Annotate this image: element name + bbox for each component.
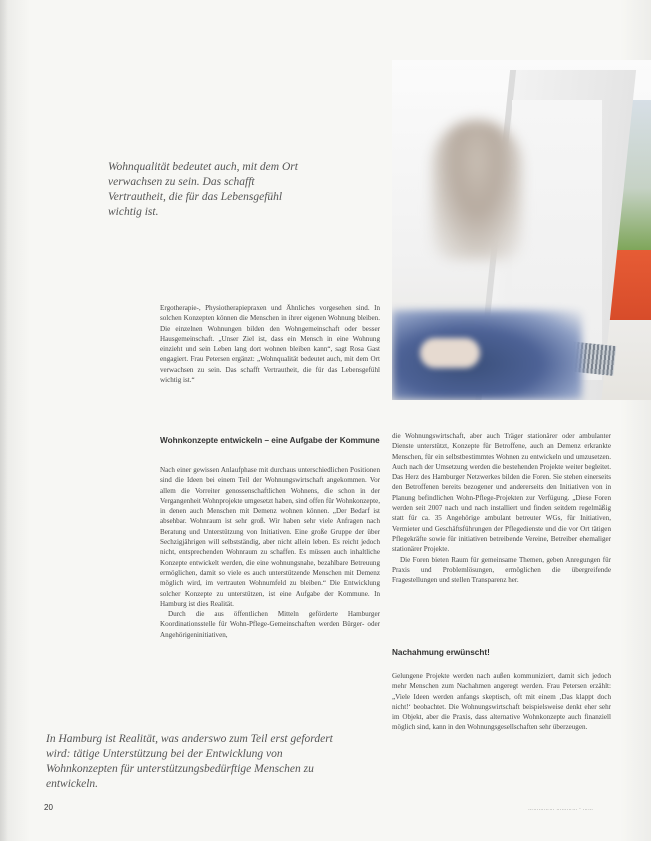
column1-paragraph-2: Nach einer gewissen Anlaufphase mit durchaus unterschiedlichen Positionen sind die Ideen bei einem Teil der Wohnungswirtschaft angekommen. Vor allem die Vorreiter genossenschaftlichen Wohnens, die schon in der Vergangenheit Wohnprojekte umgesetzt haben, sind offen für Wohnkonzepte, in denen auch Menschen mit Demenz wohnen können. „Der Bedarf ist absehbar. Wohnraum ist sehr groß. Wir haben sehr viele Anfragen nach Beratung und Unterstützung von Initiativen. Eine große Gruppe der über Sechzigjährigen will selbstständig, aber nicht allein leben. Es reicht jedoch nicht, entsprechenden Wohnraum zu schaffen. Es müssen auch inhaltliche Konzepte entwickelt werden, die eine wohnungsnahe, bezahlbare Betreuung ermöglichen, damit so viele es auch unterstützende Menschen mit Demenz möglich wird, im vertrauten Wohnumfeld zu bleiben.“ Die Entwicklung solcher Konzepte zu unterstützen, ist eine Aufgabe der Kommune. In Hamburg ist dies Realität. (160, 466, 380, 608)
column2-body (392, 431, 611, 585)
column1-paragraph-3: Durch die aus öffentlichen Mitteln geförderte Hamburger Koordinationsstelle für Wohn-Pflege-Gemeinschaften werden Bürger- oder Angehörigeninitiativen, (160, 610, 380, 639)
photo-elderly-woman-with-mirror (392, 60, 651, 400)
footer-text: …………… ………… · …… (528, 806, 594, 812)
photo-person-blurred (432, 120, 522, 260)
column1-body (160, 465, 380, 640)
column2-body-continued (392, 671, 611, 733)
pull-quote-bottom: In Hamburg ist Realität, was anderswo zum Teil erst gefordert wird: tätige Unterstützung bei der Entwicklung von Wohnkonzepten für unterstützungsbedürftige Menschen zu entwickeln. (46, 733, 333, 790)
pull-quote-top: Wohnqualität bedeutet auch, mit dem Ort verwachsen zu sein. Das schafft Vertrautheit, die für das Lebensgefühl wichtig ist. (108, 161, 298, 218)
column1-paragraph-1: Ergotherapie-, Physiotherapiepraxen und Ähnliches vorgesehen sind. In solchen Konzepten können die Menschen in ihrer eigenen Wohnung bleiben. Die einzelnen Wohnungen bilden den Wohngemeinschaft oder besser Hausgemeinschaft. „Unser Ziel ist, dass ein Mensch in eine Wohnung einzieht und sein Leben lang dort wohnen bleiben kann“, sagt Rosa Gast engagiert. Frau Petersen ergänzt: „Wohnqualität bedeutet auch, mit dem Ort verwachsen zu sein. Das schafft Vertrautheit, die für das Lebensgefühl wichtig ist.“ (160, 304, 380, 385)
section-heading-wohnkonzepte: Wohnkonzepte entwickeln – eine Aufgabe der Kommune (160, 436, 380, 445)
column2-paragraph-2: Die Foren bieten Raum für gemeinsame Themen, geben Anregungen für Praxis und Problemlösungen, ermöglichen die übergreifende Fragestellungen und stellen Transparenz her. (392, 555, 611, 585)
page-spine-shadow (0, 0, 8, 841)
column2-paragraph-3: Gelungene Projekte werden nach außen kommuniziert, damit sich jedoch mehr Menschen zum Nachahmen angeregt werden. Frau Petersen erzählt: „Viele Ideen werden anfangs skeptisch, oft mit einem ‚Das klappt doch nicht!‘ beobachtet. Die Wohnungswirtschaft beispielsweise denkt eher sehr im Objekt, aber die Praxis, dass alternative Wohnkonzepte auch finanziell möglich sind, kann in den Wohnungsgesellschaften sehr überzeugen. (392, 672, 611, 732)
column1-intro (160, 303, 380, 385)
page-number: 20 (44, 803, 53, 812)
column2-paragraph-1: die Wohnungswirtschaft, aber auch Träger stationärer oder ambulanter Dienste unterstützt, Konzepte für Betroffene, auch an Demenz erkrankte Menschen, für ein selbstbestimmtes Wohnen zu entwickeln und umzusetzen. Auch nach der Umsetzung werden die bestehenden Projekte weiter begleitet. Das Herz des Hamburger Netzwerkes bilden die Foren. Sie stehen einerseits den Betroffenen bereits bezogener und andererseits den Initiativen von in Planung befindlichen Wohn-Pflege-Projekten zur Verfügung. „Diese Foren werden seit 2007 nach und nach installiert und finden seitdem regelmäßig statt für ca. 35 Angehörige ambulant betreuter WGs, für Initiativen, Vermieter und Geschäftsführungen der Pflegedienste und die vor Ort tätigen Pflegekräfte sowie für initiativen betreibende Vereine, Betreiber ehemaliger stationärer Projekte. (392, 432, 611, 554)
section-heading-nachahmung: Nachahmung erwünscht! (392, 648, 490, 657)
